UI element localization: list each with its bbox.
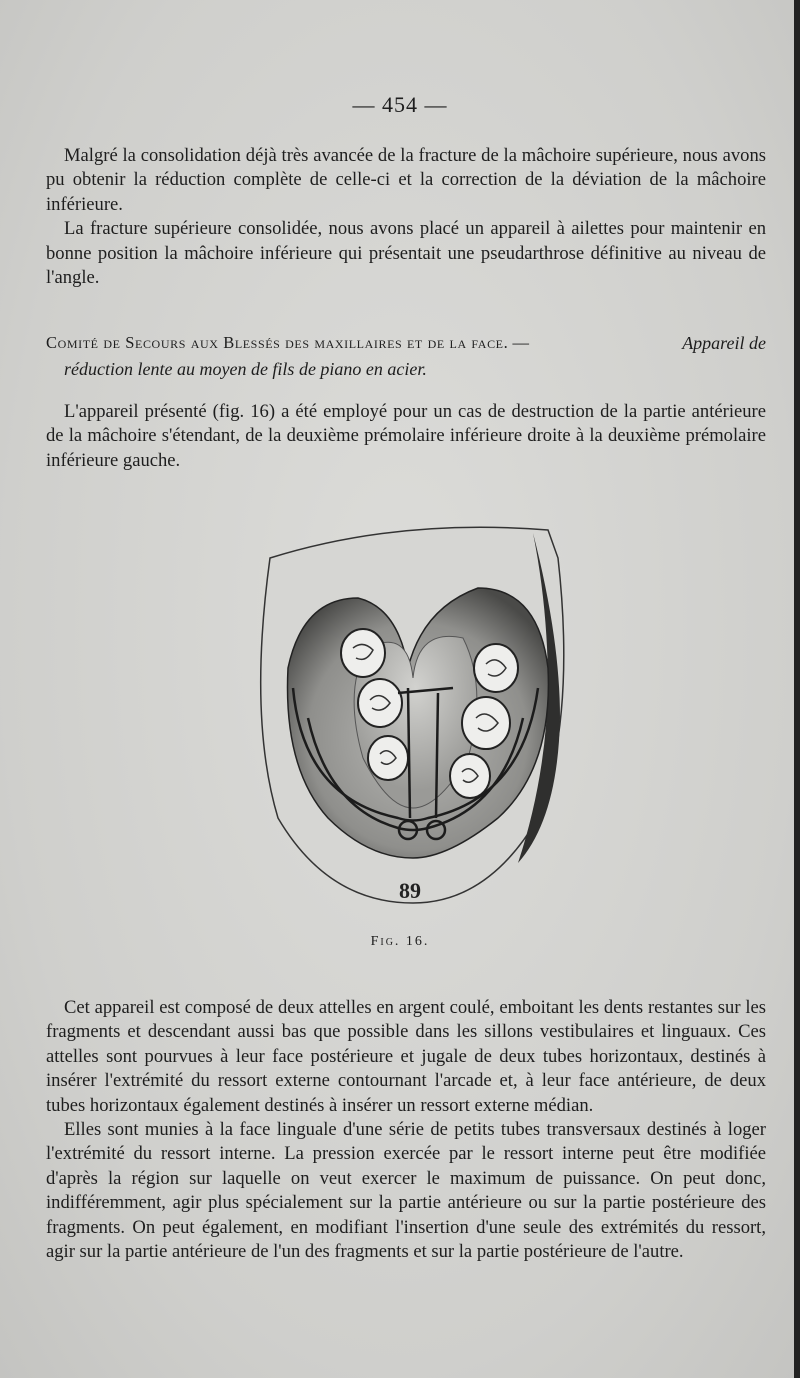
paragraph: L'appareil présenté (fig. 16) a été employé pour un cas de destruction de la partie antérieure de la mâchoire s'étendant, de la deuxième prémolaire inférieure droite à la deuxième prémolaire inférieure gauche. [46, 401, 766, 471]
text-block-top [46, 144, 766, 290]
heading-title-part2: réduction lente au moyen de fils de piano en acier. [64, 359, 427, 379]
paragraph: La fracture supérieure consolidée, nous avons placé un appareil à ailettes pour maintenir en bonne position la mâchoire inférieure qui présentait une pseudarthrose définitive au niveau de l'angle. [46, 218, 766, 289]
heading-title-part1: Appareil de [682, 333, 766, 353]
page-number: — 454 — [352, 92, 448, 117]
model-number: 89 [399, 878, 421, 903]
page-edge-shadow [794, 0, 800, 1378]
text-block-bottom [46, 996, 766, 1264]
dental-cast-illustration [248, 518, 578, 918]
dental-appliance-figure [248, 518, 578, 918]
heading-organization: Comité de Secours aux Blessés des maxillaires et de la face. [46, 333, 509, 352]
paragraph: Malgré la consolidation déjà très avancée de la fracture de la mâchoire supérieure, nous avons pu obtenir la réduction complète de celle-ci et la correction de la déviation de la mâchoire inférieure. [46, 145, 766, 215]
heading-dash: — [508, 333, 529, 352]
text-block-middle [46, 400, 766, 473]
figure-caption: Fig. 16. [370, 934, 430, 949]
paragraph: Elles sont munies à la face linguale d'une série de petits tubes transversaux destinés à loger l'extrémité du ressort interne. La pression exercée par le ressort interne peut être modifiée d'après la région sur laquelle on veut exercer le maximum de puissance. On peut donc, indifféremment, agir plus spécialement sur la partie antérieure ou sur la partie postérieure des fragments. On peut également, en modifiant l'insertion d'une seule des extrémités du ressort, agir sur la partie antérieure de l'un des fragments et sur la partie postérieure de l'autre. [46, 1119, 766, 1263]
paragraph: Cet appareil est composé de deux attelles en argent coulé, emboitant les dents restantes sur les fragments et descendant aussi bas que possible dans les sillons vestibulaires et linguaux. Ces attelles sont pourvues à leur face postérieure et jugale de deux tubes horizontaux, destinés à insérer l'extrémité du ressort externe contournant l'arcade et, à leur face antérieure, de deux tubes horizontaux également destinés à insérer un ressort externe médian. [46, 997, 766, 1116]
section-heading [46, 330, 766, 382]
